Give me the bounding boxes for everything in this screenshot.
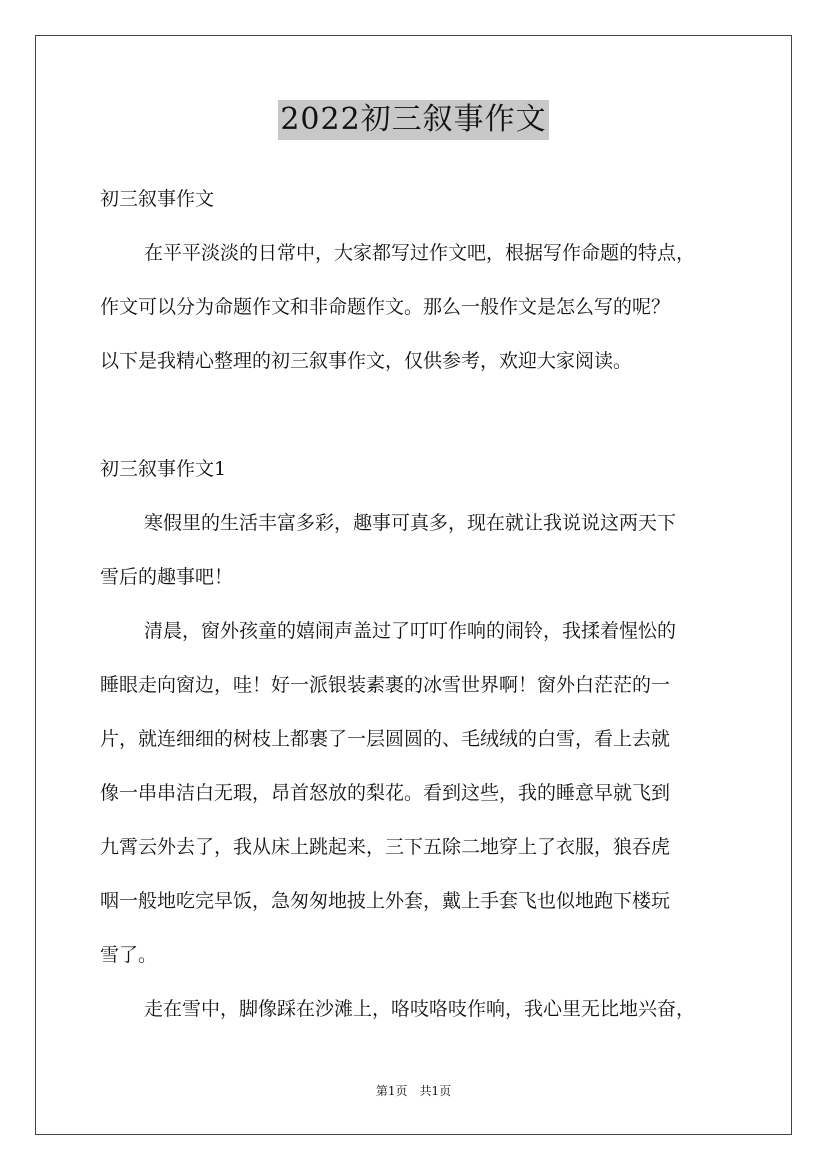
body-line: 睡眼走向窗边，哇！好一派银装素裹的冰雪世界啊！窗外白茫茫的一 xyxy=(100,674,671,696)
body-line: 九霄云外去了，我从床上跳起来，三下五除二地穿上了衣服，狼吞虎 xyxy=(100,836,671,858)
intro-line: 在平平淡淡的日常中，大家都写过作文吧，根据写作命题的特点， xyxy=(144,242,696,264)
section-heading: 初三叙事作文1 xyxy=(100,458,227,480)
body-line: 走在雪中，脚像踩在沙滩上，咯吱咯吱作响，我心里无比地兴奋， xyxy=(144,998,696,1020)
body-line: 寒假里的生活丰富多彩，趣事可真多，现在就让我说说这两天下 xyxy=(144,512,677,534)
subtitle: 初三叙事作文 xyxy=(100,188,215,210)
body-line: 雪后的趣事吧！ xyxy=(100,566,234,588)
body-line: 像一串串洁白无瑕，昂首怒放的梨花。看到这些，我的睡意早就飞到 xyxy=(100,782,671,804)
document-body xyxy=(100,172,740,1036)
body-line: 咽一般地吃完早饭，急匆匆地披上外套，戴上手套飞也似地跑下楼玩 xyxy=(100,890,671,912)
body-line: 雪了。 xyxy=(100,944,158,966)
paragraph-gap xyxy=(100,388,740,442)
title-container xyxy=(0,100,827,140)
intro-line: 以下是我精心整理的初三叙事作文，仅供参考，欢迎大家阅读。 xyxy=(100,350,633,372)
page-footer: 第1页 共1页 xyxy=(375,1084,452,1098)
document-title: 2022初三叙事作文 xyxy=(278,100,548,140)
body-line: 清晨，窗外孩童的嬉闹声盖过了叮叮作响的闹铃，我揉着惺忪的 xyxy=(144,620,677,642)
intro-line: 作文可以分为命题作文和非命题作文。那么一般作文是怎么写的呢？ xyxy=(100,296,671,318)
body-line: 片，就连细细的树枝上都裹了一层圆圆的、毛绒绒的白雪，看上去就 xyxy=(100,728,671,750)
